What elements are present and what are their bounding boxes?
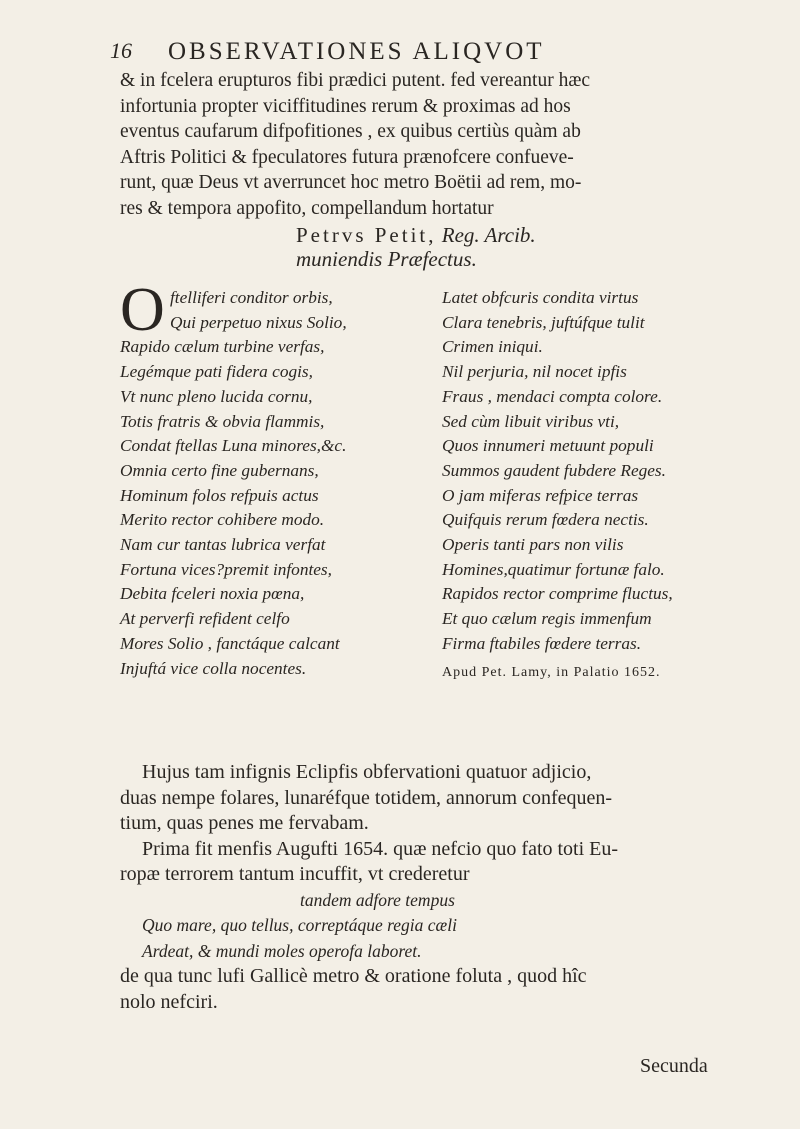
- text-line: de qua tunc lufi Gallicè metro & oratione foluta , quod hîc: [120, 965, 587, 987]
- poem-line: Sed cùm libuit viribus vti,: [442, 411, 620, 431]
- poem-line: Omnia certo fine gubernans,: [120, 460, 319, 480]
- poem-line: Rapidos rector comprime fluctus,: [442, 584, 673, 604]
- poem-line: Condat ftellas Luna minores,&c.: [120, 436, 347, 456]
- text-line: runt, quæ Deus vt averruncet hoc metro Boëtii ad rem, mo-: [120, 172, 582, 193]
- poem-line: ftelliferi conditor orbis,: [170, 288, 333, 307]
- opening-paragraph: [120, 68, 735, 221]
- poem-line: Vt nunc pleno lucida cornu,: [120, 386, 313, 406]
- poem-line: Nam cur tantas lubrica verfat: [120, 535, 326, 555]
- text-line: duas nempe folares, lunaréfque totidem, annorum confequen-: [120, 786, 613, 809]
- poem-line: Merito rector cohibere modo.: [120, 510, 325, 530]
- poem-line: Legémque pati fidera cogis,: [120, 362, 313, 382]
- poem-line: Qui perpetuo nixus Solio,: [170, 312, 347, 332]
- second-paragraph: [120, 760, 735, 1015]
- text-line: Aftris Politici & fpeculatores futura prænofcere confueve-: [120, 146, 574, 168]
- text-line: infortunia propter viciffitudines rerum & proximas ad hos: [120, 95, 571, 117]
- poem-left-column: [120, 286, 430, 681]
- poem-attribution: Apud Pet. Lamy, in Palatio 1652.: [442, 664, 661, 680]
- signature-title-1: Reg. Arcib.: [441, 223, 536, 247]
- poem-line: Et quo cælum regis immenfum: [442, 609, 652, 629]
- poem-line: Injuftá vice colla nocentes.: [120, 658, 307, 678]
- text-line: ropæ terrorem tantum incuffit, vt crederetur: [120, 863, 470, 885]
- drop-cap: O: [120, 276, 165, 344]
- text-line: eventus caufarum difpofitiones , ex quibus certiùs quàm ab: [120, 121, 581, 142]
- text-line: tium, quas penes me fervabam.: [120, 812, 369, 834]
- poem-line: Fraus , mendaci compta colore.: [442, 386, 663, 406]
- signature-block: [296, 223, 736, 271]
- poem-line: Operis tanti pars non vilis: [442, 535, 624, 555]
- poem-line: Hominum folos refpuis actus: [120, 485, 319, 505]
- signature-title-2: muniendis Præfectus.: [296, 247, 477, 271]
- verse-line: Ardeat, & mundi moles operofa laboret.: [142, 940, 422, 961]
- poem-line: Firma ftabiles fœdere terras.: [442, 633, 642, 653]
- poem-line: Fortuna vices?premit infontes,: [120, 559, 332, 579]
- page-header: [110, 38, 730, 68]
- catchword: Secunda: [640, 1055, 708, 1077]
- poem-line: Crimen iniqui.: [442, 337, 543, 357]
- poem-line: Summos gaudent fubdere Reges.: [442, 460, 666, 480]
- signature-name: Petrvs Petit,: [296, 223, 437, 247]
- text-line: nolo nefciri.: [120, 990, 218, 1013]
- text-line: Hujus tam infignis Eclipfis obfervationi quatuor adjicio,: [142, 761, 592, 783]
- poem-line: Mores Solio , fanctáque calcant: [120, 633, 340, 653]
- poem-line: Clara tenebris, juftúfque tulit: [442, 312, 645, 332]
- text-line: & in fcelera erupturos fibi prædici putent. fed vereantur hæc: [120, 70, 590, 91]
- poem-line: Quifquis rerum fœdera nectis.: [442, 510, 649, 530]
- poem-line: O jam miferas refpice terras: [442, 485, 639, 505]
- poem-line: Latet obfcuris condita virtus: [442, 288, 639, 307]
- verse-line: Quo mare, quo tellus, correptáque regia cæli: [142, 915, 457, 935]
- verse-line: tandem adfore tempus: [300, 889, 455, 910]
- text-line: res & tempora appofito, compellandum hortatur: [120, 197, 494, 219]
- page-number: 16: [110, 38, 132, 63]
- poem-line: At perverfi refident celfo: [120, 609, 290, 629]
- running-head: OBSERVATIONES ALIQVOT: [168, 38, 545, 65]
- poem-line: Totis fratris & obvia flammis,: [120, 411, 325, 431]
- poem-line: Homines,quatimur fortunæ falo.: [442, 559, 665, 579]
- poem-line: Quos innumeri metuunt populi: [442, 436, 654, 456]
- poem-line: Debita fceleri noxia pœna,: [120, 584, 305, 604]
- poem-line: Rapido cælum turbine verfas,: [120, 337, 325, 357]
- text-line: Prima fit menfis Augufti 1654. quæ nefcio quo fato toti Eu-: [142, 837, 619, 860]
- poem-line: Nil perjuria, nil nocet ipfis: [442, 362, 627, 382]
- poem-right-column: [442, 286, 742, 685]
